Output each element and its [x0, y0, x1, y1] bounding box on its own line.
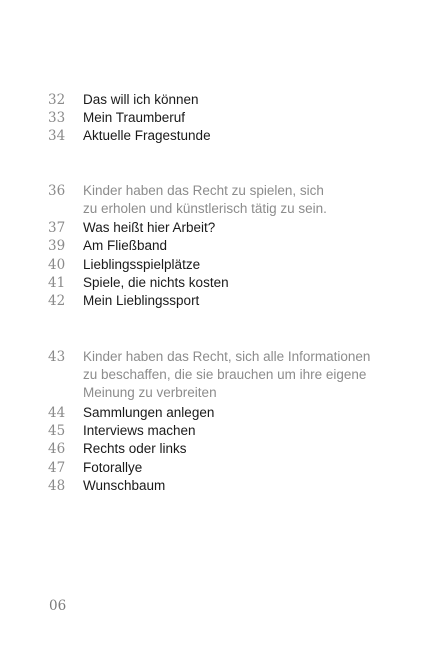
toc-entry-title: Das will ich können [83, 92, 199, 107]
toc-page-number: 46 [48, 441, 66, 457]
toc-entry-title: Wunschbaum [83, 478, 166, 493]
section-heading-line: Kinder haben das Recht, sich alle Informationen [83, 349, 371, 364]
toc-page-number: 41 [48, 275, 66, 291]
section-heading-line: zu beschaffen, die sie brauchen um ihre eigene [83, 367, 367, 382]
section-heading-line: Kinder haben das Recht zu spielen, sich [83, 183, 324, 198]
toc-page-number: 45 [48, 423, 66, 439]
toc-entry-title: Sammlungen anlegen [83, 405, 215, 420]
toc-entry-title: Am Fließband [83, 238, 168, 253]
toc-entry-title: Interviews machen [83, 423, 196, 438]
section-heading-line: zu erholen und künstlerisch tätig zu sein. [83, 201, 327, 216]
toc-page-number: 48 [48, 478, 66, 494]
toc-page-number: 39 [48, 238, 66, 254]
toc-page-number: 34 [48, 128, 66, 144]
toc-entry-title: Lieblingsspielplätze [83, 257, 201, 272]
toc-page-number: 44 [48, 405, 66, 421]
toc-entry-title: Spiele, die nichts kosten [83, 275, 229, 290]
page-folio: 06 [49, 598, 67, 614]
toc-page-number: 32 [48, 92, 66, 108]
toc-entry-title: Aktuelle Fragestunde [83, 128, 211, 143]
toc-entry-title: Mein Lieblingssport [83, 293, 200, 308]
toc-page-number: 33 [48, 110, 66, 126]
toc-page-number: 40 [48, 257, 66, 273]
toc-entry-title: Rechts oder links [83, 441, 187, 456]
toc-page-number: 42 [48, 293, 66, 309]
toc-entry-title: Mein Traumberuf [83, 110, 186, 125]
toc-page-number: 37 [48, 220, 66, 236]
toc-entry-title: Was heißt hier Arbeit? [83, 220, 216, 235]
section-heading-line: Meinung zu verbreiten [83, 385, 217, 400]
section-page-number: 36 [48, 183, 66, 199]
section-page-number: 43 [48, 349, 66, 365]
toc-page-number: 47 [48, 460, 66, 476]
toc-entry-title: Fotorallye [83, 460, 143, 475]
